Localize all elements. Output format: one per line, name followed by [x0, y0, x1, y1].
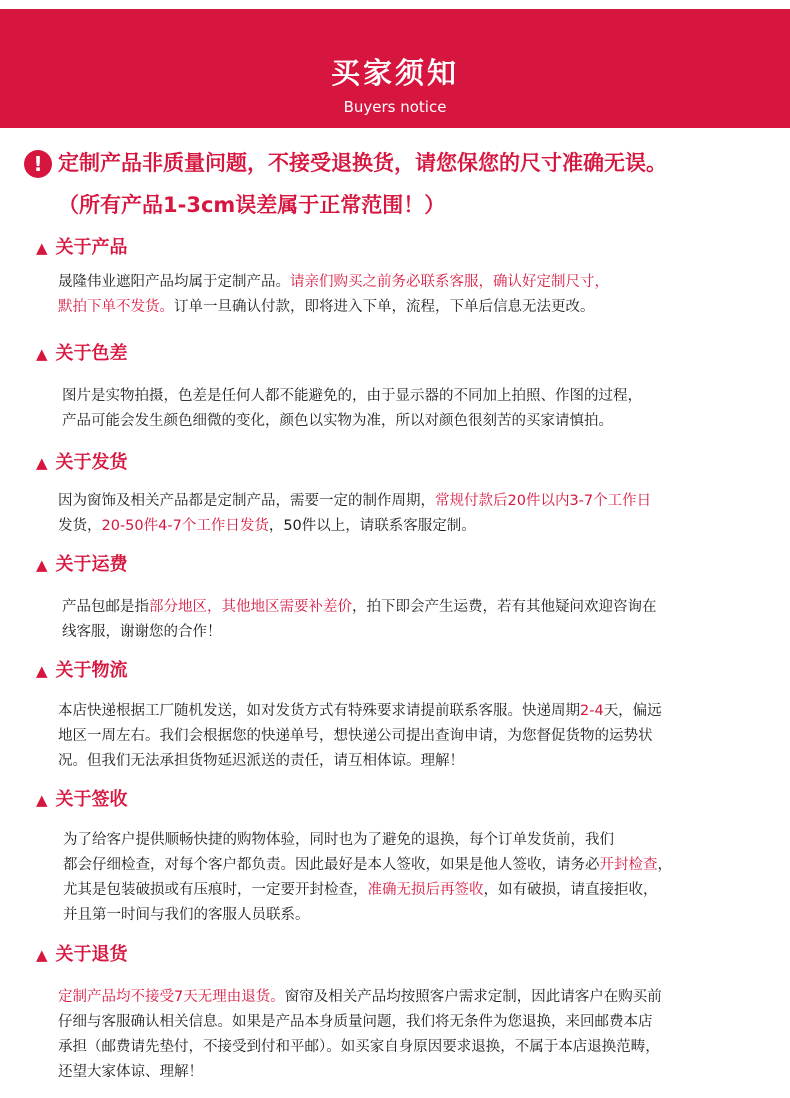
- body-line: [62, 620, 752, 645]
- body-line: [58, 985, 748, 1010]
- warning-line-1: 定制产品非质量问题，不接受退换货，请您保您的尺寸准确无误。: [58, 151, 667, 175]
- body-line: [58, 270, 748, 295]
- exclamation-icon: !: [24, 150, 52, 178]
- section-heading-text: 关于色差: [55, 343, 128, 364]
- section-heading-text: 关于退货: [55, 944, 128, 965]
- body-text: ，: [657, 857, 672, 873]
- body-line: [62, 595, 752, 620]
- section-body: [58, 489, 748, 539]
- triangle-icon: ▲: [36, 556, 48, 574]
- section-body: [62, 595, 752, 645]
- body-line: [62, 384, 752, 409]
- body-text: 图片是实物拍摄，色差是任何人都不能避免的，由于显示器的不同加上拍照、作图的过程，: [62, 388, 642, 404]
- header-banner: [0, 9, 790, 128]
- highlight-text: 常规付款后20件以内3-7个工作日: [435, 493, 652, 509]
- section-heading-text: 关于物流: [55, 660, 128, 681]
- section-body: [62, 384, 752, 434]
- triangle-icon: ▲: [36, 791, 48, 809]
- body-text: 天，偏远: [603, 703, 662, 719]
- body-text: 都会仔细检查，对每个客户都负责。因此最好是本人签收，如果是他人签收，请务必: [63, 857, 600, 873]
- section-heading: [36, 451, 128, 475]
- body-text: 地区一周左右。我们会根据您的快递单号，想快递公司提出查询申请，为您督促货物的运势状: [58, 728, 653, 744]
- body-text: 承担（邮费请先垫付，不接受到付和平邮）。如买家自身原因要求退换，不属于本店退换范畴，: [58, 1039, 660, 1055]
- body-text: ，拍下即会产生运费，若有其他疑问欢迎咨询在: [352, 599, 657, 615]
- section-heading: [36, 342, 128, 366]
- body-text: 况。但我们无法承担货物延迟派送的责任，请互相体谅。理解！: [58, 753, 464, 769]
- section-heading-text: 关于产品: [55, 237, 128, 258]
- body-text: 本店快递根据工厂随机发送，如对发货方式有特殊要求请提前联系客服。快递周期: [58, 703, 580, 719]
- section-body: [58, 985, 748, 1085]
- body-line: [58, 489, 748, 514]
- body-line: [63, 828, 753, 853]
- section-heading: [36, 553, 128, 577]
- body-line: [58, 724, 748, 749]
- triangle-icon: ▲: [36, 662, 48, 680]
- highlight-text: 部分地区，其他地区需要补差价: [149, 599, 352, 615]
- body-line: [58, 295, 748, 320]
- highlight-text: 默拍下单不发货。: [58, 299, 174, 315]
- highlight-text: 准确无损后再签收: [367, 882, 484, 898]
- body-line: [62, 409, 752, 434]
- section-heading-text: 关于运费: [55, 554, 128, 575]
- body-text: 窗帘及相关产品均按照客户需求定制，因此请客户在购买前: [284, 989, 662, 1005]
- body-text: 还望大家体谅、理解！: [58, 1064, 203, 1080]
- highlight-text: 2-4: [580, 703, 604, 719]
- page-subtitle: Buyers notice: [343, 98, 447, 116]
- body-line: [58, 514, 748, 539]
- section-heading: [36, 943, 128, 967]
- highlight-text: 20-50件4-7个工作日发货: [101, 518, 269, 534]
- body-line: [58, 1060, 748, 1085]
- section-body: [58, 699, 748, 774]
- body-text: ，如有破损，请直接拒收，: [483, 882, 658, 898]
- body-line: [58, 699, 748, 724]
- body-text: 因为窗饰及相关产品都是定制产品，需要一定的制作周期，: [58, 493, 435, 509]
- body-line: [58, 1010, 748, 1035]
- body-text: 并且第一时间与我们的客服人员联系。: [63, 907, 310, 923]
- section-body: [63, 828, 753, 928]
- section-heading: [36, 236, 128, 260]
- body-text: 产品可能会发生颜色细微的变化，颜色以实物为准，所以对颜色很刻苦的买家请慎拍。: [62, 413, 613, 429]
- section-heading: [36, 659, 128, 683]
- warning-line-2: （所有产品1-3cm误差属于正常范围！）: [58, 193, 446, 217]
- section-heading-text: 关于签收: [55, 789, 128, 810]
- body-text: 尤其是包装破损或有压痕时，一定要开封检查，: [63, 882, 368, 898]
- highlight-text: 定制产品均不接受7天无理由退货。: [58, 989, 285, 1005]
- body-text: ，50件以上，请联系客服定制。: [268, 518, 476, 534]
- body-line: [63, 853, 753, 878]
- body-line: [63, 903, 753, 928]
- triangle-icon: ▲: [36, 345, 48, 363]
- body-line: [58, 1035, 748, 1060]
- body-text: 晟隆伟业遮阳产品均属于定制产品。: [58, 274, 290, 290]
- body-text: 订单一旦确认付款，即将进入下单，流程，下单后信息无法更改。: [174, 299, 595, 315]
- body-text: 发货，: [58, 518, 102, 534]
- highlight-text: 开封检查: [599, 857, 658, 873]
- body-text: 仔细与客服确认相关信息。如果是产品本身质量问题，我们将无条件为您退换，来回邮费本店: [58, 1014, 653, 1030]
- triangle-icon: ▲: [36, 946, 48, 964]
- section-heading: [36, 788, 128, 812]
- body-text: 为了给客户提供顺畅快捷的购物体验，同时也为了避免的退换，每个订单发货前，我们: [63, 832, 614, 848]
- section-body: [58, 270, 748, 320]
- body-line: [58, 749, 748, 774]
- section-heading-text: 关于发货: [55, 452, 128, 473]
- triangle-icon: ▲: [36, 239, 48, 257]
- page-title: 买家须知: [330, 56, 459, 90]
- highlight-text: 请亲们购买之前务必联系客服，确认好定制尺寸，: [290, 274, 609, 290]
- body-text: 线客服，谢谢您的合作！: [62, 624, 222, 640]
- triangle-icon: ▲: [36, 454, 48, 472]
- body-line: [63, 878, 753, 903]
- body-text: 产品包邮是指: [62, 599, 149, 615]
